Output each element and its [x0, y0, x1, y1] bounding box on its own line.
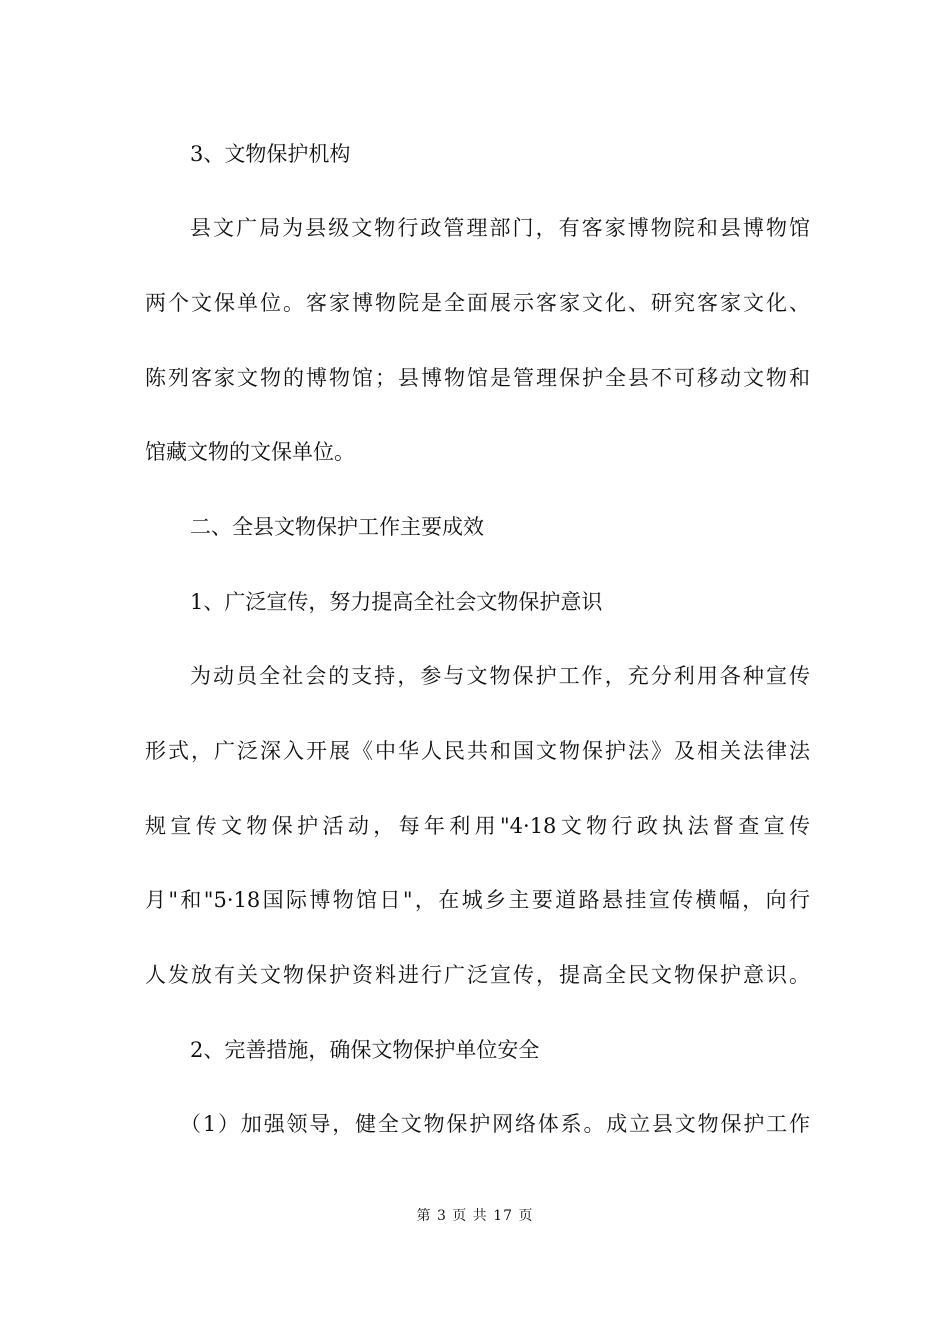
- paragraph-line: 两个文保单位。客家博物院是全面展示客家文化、研究客家文化、: [145, 291, 810, 315]
- paragraph-line: 陈列客家文物的博物馆；县博物馆是管理保护全县不可移动文物和: [145, 366, 810, 390]
- paragraph-line: 县文广局为县级文物行政管理部门，有客家博物院和县博物馆: [190, 216, 810, 240]
- section-heading-2: 二、全县文物保护工作主要成效: [190, 515, 484, 539]
- paragraph-line: 人发放有关文物保护资料进行广泛宣传，提高全民文物保护意识。: [145, 963, 810, 987]
- paragraph-line: 为动员全社会的支持，参与文物保护工作，充分利用各种宣传: [190, 664, 810, 688]
- subheading-1-publicity: 1、广泛宣传，努力提高全社会文物保护意识: [190, 590, 603, 614]
- paragraph-line: 馆藏文物的文保单位。: [145, 440, 355, 464]
- paragraph-line: 形式，广泛深入开展《中华人民共和国文物保护法》及相关法律法: [145, 739, 810, 763]
- page-number-footer: 第 3 页 共 17 页: [416, 1208, 534, 1224]
- subheading-3-institutions: 3、文物保护机构: [190, 142, 351, 166]
- paragraph-line: （1）加强领导，健全文物保护网络体系。成立县文物保护工作: [180, 1112, 810, 1136]
- paragraph-line: 规宣传文物保护活动，每年利用"4·18文物行政执法督查宣传: [145, 814, 810, 838]
- subheading-2-measures: 2、完善措施，确保文物保护单位安全: [190, 1038, 540, 1062]
- paragraph-line: 月"和"5·18国际博物馆日"，在城乡主要道路悬挂宣传横幅，向行: [145, 888, 810, 912]
